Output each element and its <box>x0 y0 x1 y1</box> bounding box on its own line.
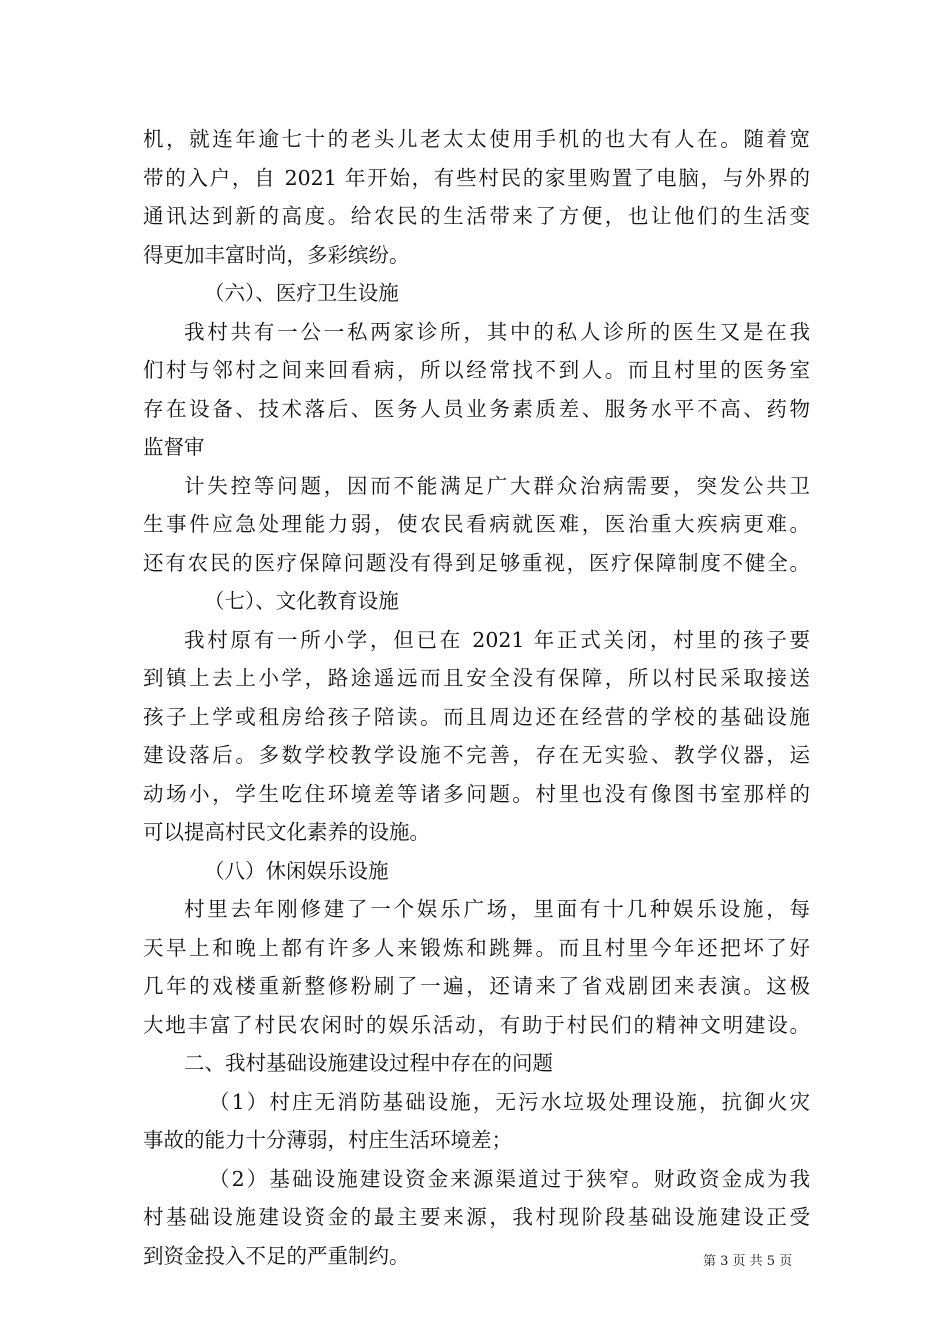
text-line: 建设落后。多数学校教学设施不完善，存在无实验、教学仪器，运 <box>143 743 810 767</box>
text-line: 可以提高村民文化素养的设施。 <box>143 820 430 844</box>
text-line: 得更加丰富时尚，多彩缤纷。 <box>143 242 410 267</box>
text-line: （1）村庄无消防基础设施，无污水垃圾处理设施，抗御火灾 <box>209 1089 810 1114</box>
text-line: 大地丰富了村民农闲时的娱乐活动，有助于村民们的精神文明建设。 <box>143 1012 810 1037</box>
text-line: 生事件应急处理能力弱，使农民看病就医难，医治重大疾病更难。 <box>143 512 810 536</box>
text-line: 二、我村基础设施建设过程中存在的问题 <box>184 1051 553 1075</box>
text-line: 到资金投入不足的严重制约。 <box>143 1243 410 1268</box>
text-line: 到镇上去上小学，路途遥远而且安全没有保障，所以村民采取接送 <box>143 666 810 690</box>
text-line: 监督审 <box>143 435 205 459</box>
document-body <box>143 120 810 1275</box>
text-line: 动场小，学生吃住环境差等诸多问题。村里也没有像图书室那样的 <box>143 781 810 806</box>
text-line: 我村共有一公一私两家诊所，其中的私人诊所的医生又是在我 <box>184 319 810 344</box>
text-line: 通讯达到新的高度。给农民的生活带来了方便，也让他们的生活变 <box>143 204 810 228</box>
text-line: 村里去年刚修建了一个娱乐广场，里面有十几种娱乐设施，每 <box>184 897 810 921</box>
text-line: 孩子上学或租房给孩子陪读。而且周边还在经营的学校的基础设施 <box>143 704 810 729</box>
text-line: 还有农民的医疗保障问题没有得到足够重视，医疗保障制度不健全。 <box>143 550 810 575</box>
text-line: 带的入户，自 2021 年开始，有些村民的家里购置了电脑，与外界的 <box>143 165 810 190</box>
text-line: 天早上和晚上都有许多人来锻炼和跳舞。而且村里今年还把坏了好 <box>143 935 810 960</box>
text-line: （七）、文化教育设施 <box>204 589 399 613</box>
text-line: 几年的戏楼重新整修粉刷了一遍，还请来了省戏剧团来表演。这极 <box>143 974 810 998</box>
page-number: 第 3 页 共 5 页 <box>703 1254 793 1269</box>
text-line: （六）、医疗卫生设施 <box>204 281 399 305</box>
text-line: 们村与邻村之间来回看病，所以经常找不到人。而且村里的医务室 <box>143 358 810 382</box>
text-line: 存在设备、技术落后、医务人员业务素质差、服务水平不高、药物 <box>143 396 810 421</box>
text-line: （八）休闲娱乐设施 <box>204 858 389 883</box>
text-line: 村基础设施建设资金的最主要来源，我村现阶段基础设施建设正受 <box>143 1205 810 1229</box>
text-line: 机，就连年逾七十的老头儿老太太使用手机的也大有人在。随着宽 <box>143 127 810 151</box>
text-line: 事故的能力十分薄弱，村庄生活环境差； <box>143 1128 512 1152</box>
text-line: （2）基础设施建设资金来源渠道过于狭窄。财政资金成为我 <box>209 1166 810 1191</box>
text-line: 计失控等问题，因而不能满足广大群众治病需要，突发公共卫 <box>184 473 810 498</box>
text-line: 我村原有一所小学，但已在 2021 年正式关闭，村里的孩子要 <box>184 627 810 652</box>
